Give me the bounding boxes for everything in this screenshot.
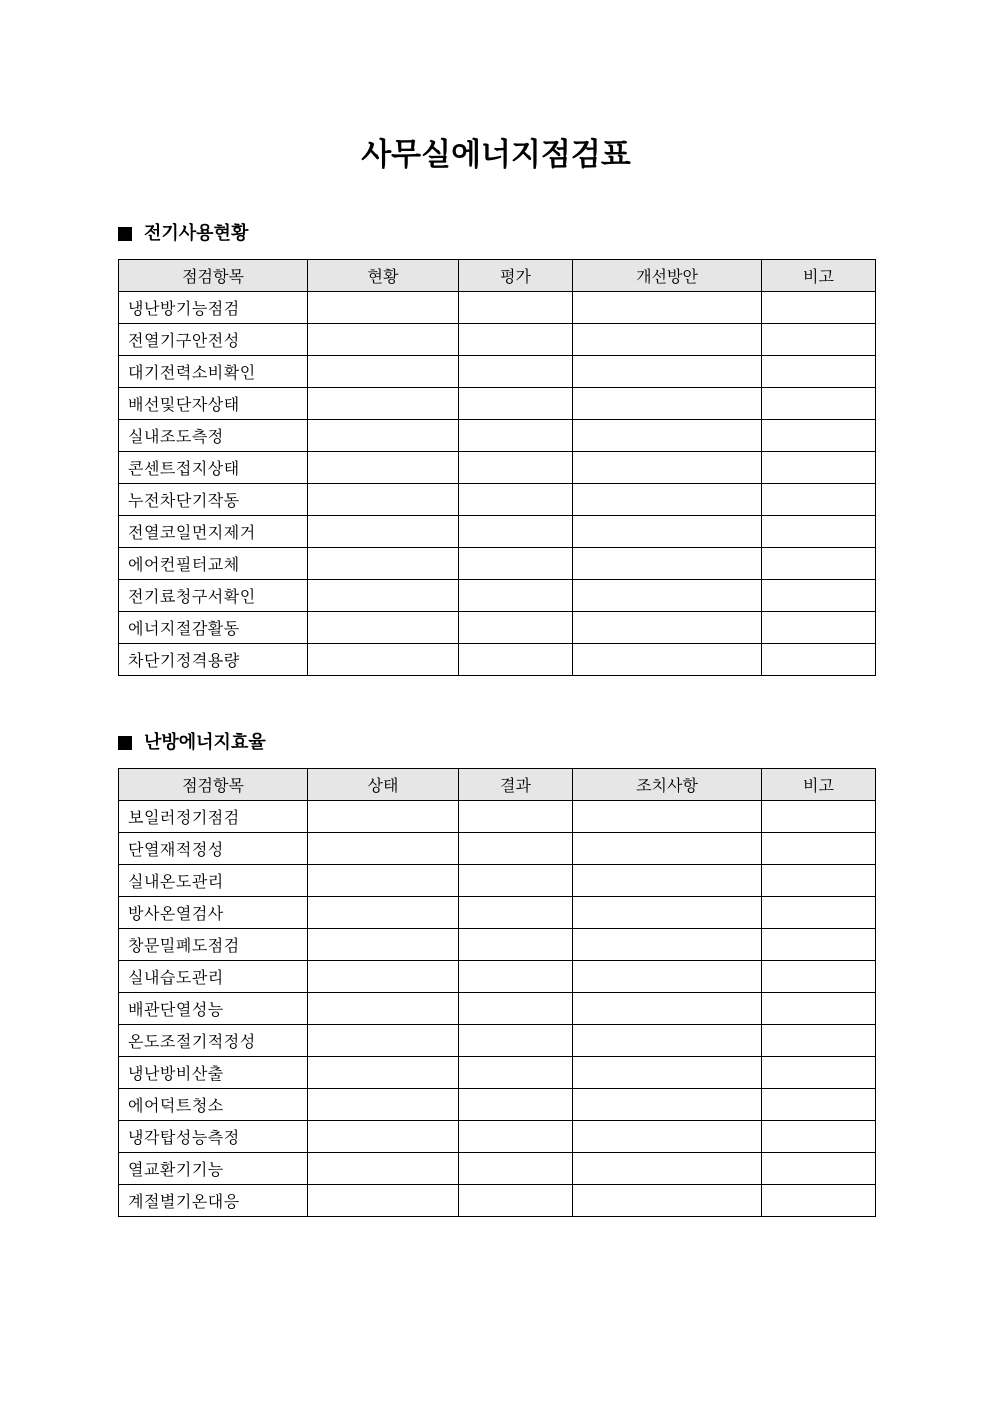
entry-cell[interactable] bbox=[459, 929, 573, 961]
entry-cell[interactable] bbox=[308, 1057, 459, 1089]
table-row bbox=[119, 993, 876, 1025]
entry-cell[interactable] bbox=[308, 452, 459, 484]
entry-cell[interactable] bbox=[308, 961, 459, 993]
check-item-label: 전기료청구서확인 bbox=[119, 580, 308, 612]
check-item-label: 에너지절감활동 bbox=[119, 612, 308, 644]
entry-cell[interactable] bbox=[573, 961, 762, 993]
check-item-label: 에어컨필터교체 bbox=[119, 548, 308, 580]
check-item-label: 단열재적정성 bbox=[119, 833, 308, 865]
entry-cell[interactable] bbox=[459, 292, 573, 324]
entry-cell[interactable] bbox=[762, 993, 876, 1025]
table-row bbox=[119, 961, 876, 993]
table-row bbox=[119, 644, 876, 676]
table-row bbox=[119, 324, 876, 356]
table-row bbox=[119, 452, 876, 484]
entry-cell[interactable] bbox=[762, 388, 876, 420]
entry-cell[interactable] bbox=[459, 897, 573, 929]
column-header-item: 점검항목 bbox=[119, 769, 308, 801]
entry-cell[interactable] bbox=[573, 644, 762, 676]
section-heading-electricity bbox=[118, 222, 248, 246]
table-row bbox=[119, 580, 876, 612]
entry-cell[interactable] bbox=[762, 929, 876, 961]
table-row bbox=[119, 356, 876, 388]
column-header-result: 결과 bbox=[459, 769, 573, 801]
entry-cell[interactable] bbox=[762, 516, 876, 548]
table-row bbox=[119, 1057, 876, 1089]
check-item-label: 보일러정기점검 bbox=[119, 801, 308, 833]
entry-cell[interactable] bbox=[573, 833, 762, 865]
entry-cell[interactable] bbox=[308, 1025, 459, 1057]
entry-cell[interactable] bbox=[459, 993, 573, 1025]
entry-cell[interactable] bbox=[459, 1089, 573, 1121]
entry-cell[interactable] bbox=[308, 1153, 459, 1185]
table-row bbox=[119, 484, 876, 516]
entry-cell[interactable] bbox=[308, 833, 459, 865]
entry-cell[interactable] bbox=[459, 644, 573, 676]
entry-cell[interactable] bbox=[308, 1089, 459, 1121]
check-item-label: 실내온도관리 bbox=[119, 865, 308, 897]
entry-cell[interactable] bbox=[573, 801, 762, 833]
entry-cell[interactable] bbox=[308, 1121, 459, 1153]
document-title: 사무실에너지점검표 bbox=[361, 137, 631, 173]
heating-table-body bbox=[119, 801, 876, 1217]
entry-cell[interactable] bbox=[573, 1121, 762, 1153]
table-row bbox=[119, 420, 876, 452]
entry-cell[interactable] bbox=[308, 865, 459, 897]
entry-cell[interactable] bbox=[573, 388, 762, 420]
table-row bbox=[119, 1185, 876, 1217]
electricity-check-table bbox=[118, 259, 876, 676]
entry-cell[interactable] bbox=[459, 961, 573, 993]
check-item-label: 실내조도측정 bbox=[119, 420, 308, 452]
entry-cell[interactable] bbox=[308, 292, 459, 324]
entry-cell[interactable] bbox=[762, 644, 876, 676]
entry-cell[interactable] bbox=[573, 292, 762, 324]
entry-cell[interactable] bbox=[762, 801, 876, 833]
entry-cell[interactable] bbox=[308, 548, 459, 580]
entry-cell[interactable] bbox=[459, 580, 573, 612]
entry-cell[interactable] bbox=[459, 516, 573, 548]
entry-cell[interactable] bbox=[459, 612, 573, 644]
entry-cell[interactable] bbox=[459, 833, 573, 865]
entry-cell[interactable] bbox=[459, 420, 573, 452]
table-row bbox=[119, 801, 876, 833]
entry-cell[interactable] bbox=[762, 1089, 876, 1121]
entry-cell[interactable] bbox=[573, 1153, 762, 1185]
table-row bbox=[119, 388, 876, 420]
section-heading-heating bbox=[118, 731, 266, 755]
table-row bbox=[119, 833, 876, 865]
entry-cell[interactable] bbox=[308, 993, 459, 1025]
entry-cell[interactable] bbox=[459, 356, 573, 388]
entry-cell[interactable] bbox=[762, 484, 876, 516]
entry-cell[interactable] bbox=[762, 1185, 876, 1217]
entry-cell[interactable] bbox=[573, 897, 762, 929]
entry-cell[interactable] bbox=[459, 865, 573, 897]
square-bullet-icon bbox=[118, 227, 132, 241]
entry-cell[interactable] bbox=[308, 801, 459, 833]
entry-cell[interactable] bbox=[573, 1185, 762, 1217]
table-row bbox=[119, 292, 876, 324]
entry-cell[interactable] bbox=[573, 865, 762, 897]
entry-cell[interactable] bbox=[762, 897, 876, 929]
entry-cell[interactable] bbox=[459, 1185, 573, 1217]
entry-cell[interactable] bbox=[459, 324, 573, 356]
section-heading-label: 난방에너지효율 bbox=[144, 732, 266, 753]
check-item-label: 배관단열성능 bbox=[119, 993, 308, 1025]
entry-cell[interactable] bbox=[762, 1121, 876, 1153]
check-item-label: 누전차단기작동 bbox=[119, 484, 308, 516]
column-header-state: 상태 bbox=[308, 769, 459, 801]
column-header-item: 점검항목 bbox=[119, 260, 308, 292]
entry-cell[interactable] bbox=[308, 516, 459, 548]
entry-cell[interactable] bbox=[308, 897, 459, 929]
entry-cell[interactable] bbox=[573, 580, 762, 612]
table-header-row bbox=[119, 769, 876, 801]
check-item-label: 온도조절기적정성 bbox=[119, 1025, 308, 1057]
entry-cell[interactable] bbox=[459, 1153, 573, 1185]
entry-cell[interactable] bbox=[573, 420, 762, 452]
entry-cell[interactable] bbox=[308, 1185, 459, 1217]
check-item-label: 전열코일먼지제거 bbox=[119, 516, 308, 548]
entry-cell[interactable] bbox=[308, 356, 459, 388]
check-item-label: 계절별기온대응 bbox=[119, 1185, 308, 1217]
entry-cell[interactable] bbox=[762, 612, 876, 644]
check-item-label: 냉난방비산출 bbox=[119, 1057, 308, 1089]
entry-cell[interactable] bbox=[573, 548, 762, 580]
table-row bbox=[119, 1025, 876, 1057]
entry-cell[interactable] bbox=[762, 356, 876, 388]
table-header-row bbox=[119, 260, 876, 292]
entry-cell[interactable] bbox=[459, 548, 573, 580]
entry-cell[interactable] bbox=[308, 929, 459, 961]
table-row bbox=[119, 1121, 876, 1153]
entry-cell[interactable] bbox=[308, 580, 459, 612]
table-row bbox=[119, 548, 876, 580]
entry-cell[interactable] bbox=[762, 292, 876, 324]
check-item-label: 전열기구안전성 bbox=[119, 324, 308, 356]
entry-cell[interactable] bbox=[762, 452, 876, 484]
column-header-action: 조치사항 bbox=[573, 769, 762, 801]
entry-cell[interactable] bbox=[459, 801, 573, 833]
entry-cell[interactable] bbox=[308, 644, 459, 676]
entry-cell[interactable] bbox=[762, 833, 876, 865]
heating-check-table bbox=[118, 768, 876, 1217]
check-item-label: 차단기정격용량 bbox=[119, 644, 308, 676]
table-row bbox=[119, 897, 876, 929]
entry-cell[interactable] bbox=[459, 1121, 573, 1153]
entry-cell[interactable] bbox=[308, 420, 459, 452]
entry-cell[interactable] bbox=[308, 612, 459, 644]
entry-cell[interactable] bbox=[573, 516, 762, 548]
table-row bbox=[119, 1153, 876, 1185]
entry-cell[interactable] bbox=[762, 1153, 876, 1185]
entry-cell[interactable] bbox=[459, 1057, 573, 1089]
column-header-remarks: 비고 bbox=[762, 260, 876, 292]
column-header-remarks: 비고 bbox=[762, 769, 876, 801]
entry-cell[interactable] bbox=[573, 484, 762, 516]
entry-cell[interactable] bbox=[459, 1025, 573, 1057]
entry-cell[interactable] bbox=[762, 580, 876, 612]
check-item-label: 콘센트접지상태 bbox=[119, 452, 308, 484]
check-item-label: 대기전력소비확인 bbox=[119, 356, 308, 388]
column-header-improvement: 개선방안 bbox=[573, 260, 762, 292]
entry-cell[interactable] bbox=[573, 993, 762, 1025]
check-item-label: 배선및단자상태 bbox=[119, 388, 308, 420]
entry-cell[interactable] bbox=[762, 1025, 876, 1057]
check-item-label: 창문밀폐도점검 bbox=[119, 929, 308, 961]
column-header-evaluation: 평가 bbox=[459, 260, 573, 292]
table-row bbox=[119, 865, 876, 897]
entry-cell[interactable] bbox=[762, 548, 876, 580]
table-row bbox=[119, 516, 876, 548]
table-row bbox=[119, 1089, 876, 1121]
square-bullet-icon bbox=[118, 736, 132, 750]
check-item-label: 냉난방기능점검 bbox=[119, 292, 308, 324]
entry-cell[interactable] bbox=[308, 388, 459, 420]
entry-cell[interactable] bbox=[573, 1057, 762, 1089]
table-row bbox=[119, 929, 876, 961]
entry-cell[interactable] bbox=[459, 484, 573, 516]
entry-cell[interactable] bbox=[573, 324, 762, 356]
entry-cell[interactable] bbox=[762, 1057, 876, 1089]
entry-cell[interactable] bbox=[308, 324, 459, 356]
entry-cell[interactable] bbox=[573, 1025, 762, 1057]
entry-cell[interactable] bbox=[308, 484, 459, 516]
table-row bbox=[119, 612, 876, 644]
entry-cell[interactable] bbox=[762, 865, 876, 897]
entry-cell[interactable] bbox=[762, 420, 876, 452]
section-heading-label: 전기사용현황 bbox=[144, 223, 249, 244]
entry-cell[interactable] bbox=[762, 961, 876, 993]
column-header-status: 현황 bbox=[308, 260, 459, 292]
electricity-table-body bbox=[119, 292, 876, 676]
check-item-label: 에어덕트청소 bbox=[119, 1089, 308, 1121]
check-item-label: 실내습도관리 bbox=[119, 961, 308, 993]
entry-cell[interactable] bbox=[573, 929, 762, 961]
entry-cell[interactable] bbox=[573, 452, 762, 484]
check-item-label: 냉각탑성능측정 bbox=[119, 1121, 308, 1153]
check-item-label: 열교환기기능 bbox=[119, 1153, 308, 1185]
entry-cell[interactable] bbox=[573, 612, 762, 644]
entry-cell[interactable] bbox=[459, 452, 573, 484]
entry-cell[interactable] bbox=[762, 324, 876, 356]
entry-cell[interactable] bbox=[573, 1089, 762, 1121]
entry-cell[interactable] bbox=[459, 388, 573, 420]
entry-cell[interactable] bbox=[573, 356, 762, 388]
check-item-label: 방사온열검사 bbox=[119, 897, 308, 929]
